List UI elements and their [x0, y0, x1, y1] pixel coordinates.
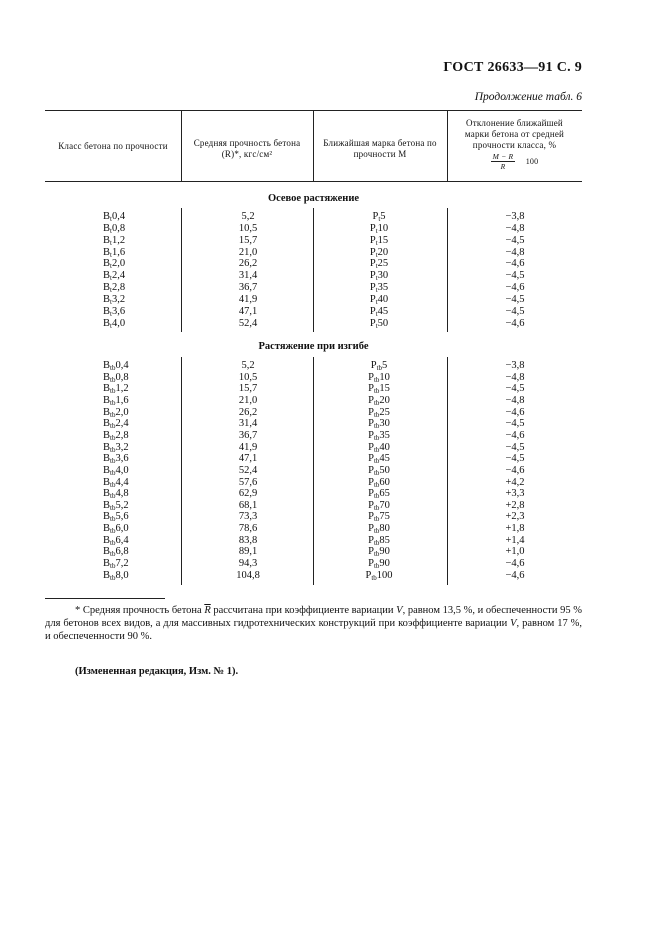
- class-cell: $B_{tb}2,8$: [103, 429, 129, 442]
- mean-strength-cell: 5,2: [241, 360, 255, 371]
- column-header-deviation: Отклонение ближайшей марки бетона от средней прочности класса, % $\frac{M - R}{R}$ 100: [447, 118, 582, 171]
- table-header-rule: [45, 181, 582, 182]
- grade-cell: $P_t40$: [369, 293, 389, 306]
- mean-strength-cell: 78,6: [238, 523, 258, 535]
- grade-cell: $P_t50$: [369, 317, 389, 330]
- mean-strength-cell: 94,3: [238, 558, 258, 570]
- class-cell: $B_t4,0$: [103, 317, 126, 330]
- mean-strength-cell: 10,5: [238, 222, 258, 234]
- table-row: [0, 511, 661, 523]
- grade-cell: $P_t25$: [369, 258, 389, 271]
- grade-cell: $P_{tb}30$: [368, 418, 390, 431]
- deviation-cell: +2,8: [505, 499, 525, 511]
- grade-cell: $P_t15$: [369, 234, 389, 247]
- mean-strength-cell: 52,4: [238, 317, 258, 329]
- class-cell: $B_t0,8$: [103, 222, 126, 235]
- mean-strength-cell: 89,1: [238, 546, 258, 558]
- grade-cell: $P_{tb}75$: [368, 511, 390, 524]
- table-continuation-label: Продолжение табл. 6: [474, 91, 582, 103]
- grade-cell: $P_t45$: [369, 305, 389, 318]
- deviation-cell: +1,4: [505, 534, 525, 546]
- deviation-cell: −3,8: [505, 211, 525, 222]
- mean-strength-cell: 47,1: [238, 453, 258, 465]
- grade-cell: $P_{tb}20$: [368, 394, 390, 407]
- document-header: ГОСТ 26633—91 С. 9: [443, 60, 582, 75]
- table-row: [0, 270, 661, 282]
- mean-strength-cell: 83,8: [238, 534, 258, 546]
- mean-strength-cell: 5,2: [241, 211, 255, 222]
- table-row: [0, 500, 661, 512]
- class-cell: $B_{tb}8,0$: [103, 569, 129, 582]
- class-cell: $B_t2,4$: [103, 270, 126, 283]
- grade-cell: $P_{tb}80$: [368, 523, 390, 536]
- mean-strength-cell: 52,4: [238, 464, 258, 476]
- amendment-note: (Измененная редакция, Изм. № 1).: [75, 666, 239, 677]
- class-cell: $B_{tb}5,6$: [103, 511, 129, 524]
- mean-strength-cell: 26,2: [238, 406, 258, 418]
- table-row: [0, 430, 661, 442]
- mean-strength-cell: 21,0: [238, 246, 258, 258]
- grade-cell: $P_{tb}25$: [368, 406, 390, 419]
- deviation-cell: +1,8: [505, 523, 525, 535]
- class-cell: $B_{tb}5,2$: [103, 499, 129, 512]
- column-header-mean: Средняя прочность бетона (R)*, кгс/см²: [193, 138, 301, 159]
- mean-strength-cell: 36,7: [238, 429, 258, 441]
- table-row: [0, 465, 661, 477]
- grade-cell: $P_{tb}15$: [368, 383, 390, 396]
- deviation-cell: −4,5: [505, 293, 525, 305]
- deviation-cell: −4,5: [505, 305, 525, 317]
- deviation-cell: −3,8: [505, 360, 525, 371]
- table-row: [0, 535, 661, 547]
- class-cell: $B_{tb}2,0$: [103, 406, 129, 419]
- mean-strength-cell: 62,9: [238, 488, 258, 500]
- class-cell: $B_{tb}0,4$: [103, 360, 129, 372]
- grade-cell: $P_{tb}65$: [368, 488, 390, 501]
- mean-strength-cell: 36,7: [238, 282, 258, 294]
- deviation-cell: −4,8: [505, 222, 525, 234]
- grade-cell: $P_{tb}40$: [368, 441, 390, 454]
- class-cell: $B_{tb}6,0$: [103, 523, 129, 536]
- table-row: [0, 318, 661, 330]
- table-row: [0, 442, 661, 454]
- table-row: [0, 546, 661, 558]
- mean-strength-cell: 41,9: [238, 441, 258, 453]
- grade-cell: $P_{tb}90$: [368, 546, 390, 559]
- column-header-class: Класс бетона по прочности: [58, 141, 168, 151]
- mean-strength-cell: 73,3: [238, 511, 258, 523]
- grade-cell: $P_{tb}10$: [368, 371, 390, 384]
- deviation-cell: −4,5: [505, 234, 525, 246]
- grade-cell: $P_{tb}100$: [365, 569, 393, 582]
- deviation-cell: +1,0: [505, 546, 525, 558]
- class-cell: $B_{tb}3,2$: [103, 441, 129, 454]
- grade-cell: $P_t20$: [369, 246, 389, 259]
- deviation-cell: −4,6: [505, 464, 525, 476]
- deviation-formula: $\frac{M - R}{R}$ 100: [492, 152, 539, 171]
- deviation-cell: −4,8: [505, 246, 525, 258]
- table-row: [0, 383, 661, 395]
- class-cell: $B_t3,6$: [103, 305, 126, 318]
- mean-strength-cell: 104,8: [236, 569, 260, 581]
- deviation-cell: −4,6: [505, 258, 525, 270]
- mean-strength-cell: 57,6: [238, 476, 258, 488]
- grade-cell: $P_{tb}5$: [370, 360, 388, 372]
- class-cell: $B_t1,2$: [103, 234, 126, 247]
- mean-strength-cell: 26,2: [238, 258, 258, 270]
- table-row: [0, 247, 661, 259]
- table-row: [0, 570, 661, 582]
- class-cell: $B_{tb}1,2$: [103, 383, 129, 396]
- class-cell: $B_{tb}4,8$: [103, 488, 129, 501]
- mean-strength-cell: 41,9: [238, 293, 258, 305]
- section-title-flexural-tension: Растяжение при изгибе: [258, 341, 369, 352]
- class-cell: $B_{tb}4,4$: [103, 476, 129, 489]
- table-row: [0, 235, 661, 247]
- class-cell: $B_{tb}0,8$: [103, 371, 129, 384]
- table-row: [0, 418, 661, 430]
- table-row: [0, 477, 661, 489]
- mean-strength-cell: 15,7: [238, 234, 258, 246]
- table-row: [0, 294, 661, 306]
- deviation-cell: +3,3: [505, 488, 525, 500]
- table-row: [0, 523, 661, 535]
- mean-strength-cell: 31,4: [238, 270, 258, 282]
- grade-cell: $P_{tb}70$: [368, 499, 390, 512]
- class-cell: $B_t0,4$: [103, 211, 126, 223]
- deviation-cell: −4,6: [505, 429, 525, 441]
- table-row: [0, 488, 661, 500]
- class-cell: $B_t2,0$: [103, 258, 126, 271]
- deviation-cell: −4,5: [505, 453, 525, 465]
- deviation-cell: −4,6: [505, 558, 525, 570]
- table-row: [0, 258, 661, 270]
- class-cell: $B_{tb}7,2$: [103, 558, 129, 571]
- section-title-axial-tension: Осевое растяжение: [267, 193, 360, 204]
- deviation-cell: −4,8: [505, 394, 525, 406]
- grade-cell: $P_t10$: [369, 222, 389, 235]
- table-row: [0, 211, 661, 223]
- table-row: [0, 372, 661, 384]
- table-row: [0, 360, 661, 372]
- table-row: [0, 558, 661, 570]
- grade-cell: $P_{tb}50$: [368, 464, 390, 477]
- grade-cell: $P_{tb}85$: [368, 534, 390, 547]
- deviation-cell: −4,5: [505, 418, 525, 430]
- grade-cell: $P_t35$: [369, 282, 389, 295]
- class-cell: $B_{tb}1,6$: [103, 394, 129, 407]
- column-header-grade: Ближайшая марка бетона по прочности М: [323, 138, 437, 159]
- class-cell: $B_t3,2$: [103, 293, 126, 306]
- formula-fraction: $\frac{M - R}{R}$: [492, 152, 514, 171]
- grade-cell: $P_{tb}45$: [368, 453, 390, 466]
- deviation-cell: −4,5: [505, 270, 525, 282]
- deviation-cell: −4,5: [505, 383, 525, 395]
- class-cell: $B_{tb}4,0$: [103, 464, 129, 477]
- table-row: [0, 407, 661, 419]
- grade-cell: $P_t30$: [369, 270, 389, 283]
- table-row: [0, 453, 661, 465]
- mean-strength-cell: 31,4: [238, 418, 258, 430]
- table-row: [0, 306, 661, 318]
- footnote: * Средняя прочность бетона $\overline{R}$ рассчитана при коэффициенте вариации V, равном 13,5 %, и обеспеченности 95 % для бетонов всех видов, а для массивных гидротехнических конструкций при коэффициенте вариации V, равном 17 %, и обеспеченности 90 %.: [45, 605, 583, 642]
- grade-cell: $P_{tb}35$: [368, 429, 390, 442]
- deviation-cell: −4,8: [505, 371, 525, 383]
- class-cell: $B_{tb}3,6$: [103, 453, 129, 466]
- class-cell: $B_{tb}2,4$: [103, 418, 129, 431]
- grade-cell: $P_{tb}90$: [368, 558, 390, 571]
- table-row: [0, 282, 661, 294]
- deviation-cell: −4,6: [505, 569, 525, 581]
- mean-strength-cell: 68,1: [238, 499, 258, 511]
- table-row: [0, 395, 661, 407]
- table-row: [0, 223, 661, 235]
- class-cell: $B_t2,8$: [103, 282, 126, 295]
- deviation-cell: +2,3: [505, 511, 525, 523]
- footnote-rule: [45, 598, 165, 599]
- deviation-cell: −4,6: [505, 406, 525, 418]
- deviation-cell: −4,6: [505, 282, 525, 294]
- mean-strength-cell: 15,7: [238, 383, 258, 395]
- class-cell: $B_t1,6$: [103, 246, 126, 259]
- deviation-cell: −4,5: [505, 441, 525, 453]
- deviation-cell: +4,2: [505, 476, 525, 488]
- class-cell: $B_{tb}6,8$: [103, 546, 129, 559]
- mean-strength-cell: 21,0: [238, 394, 258, 406]
- mean-strength-cell: 10,5: [238, 371, 258, 383]
- mean-strength-cell: 47,1: [238, 305, 258, 317]
- grade-cell: $P_{tb}60$: [368, 476, 390, 489]
- grade-cell: $P_t5$: [372, 211, 386, 223]
- class-cell: $B_{tb}6,4$: [103, 534, 129, 547]
- deviation-cell: −4,6: [505, 317, 525, 329]
